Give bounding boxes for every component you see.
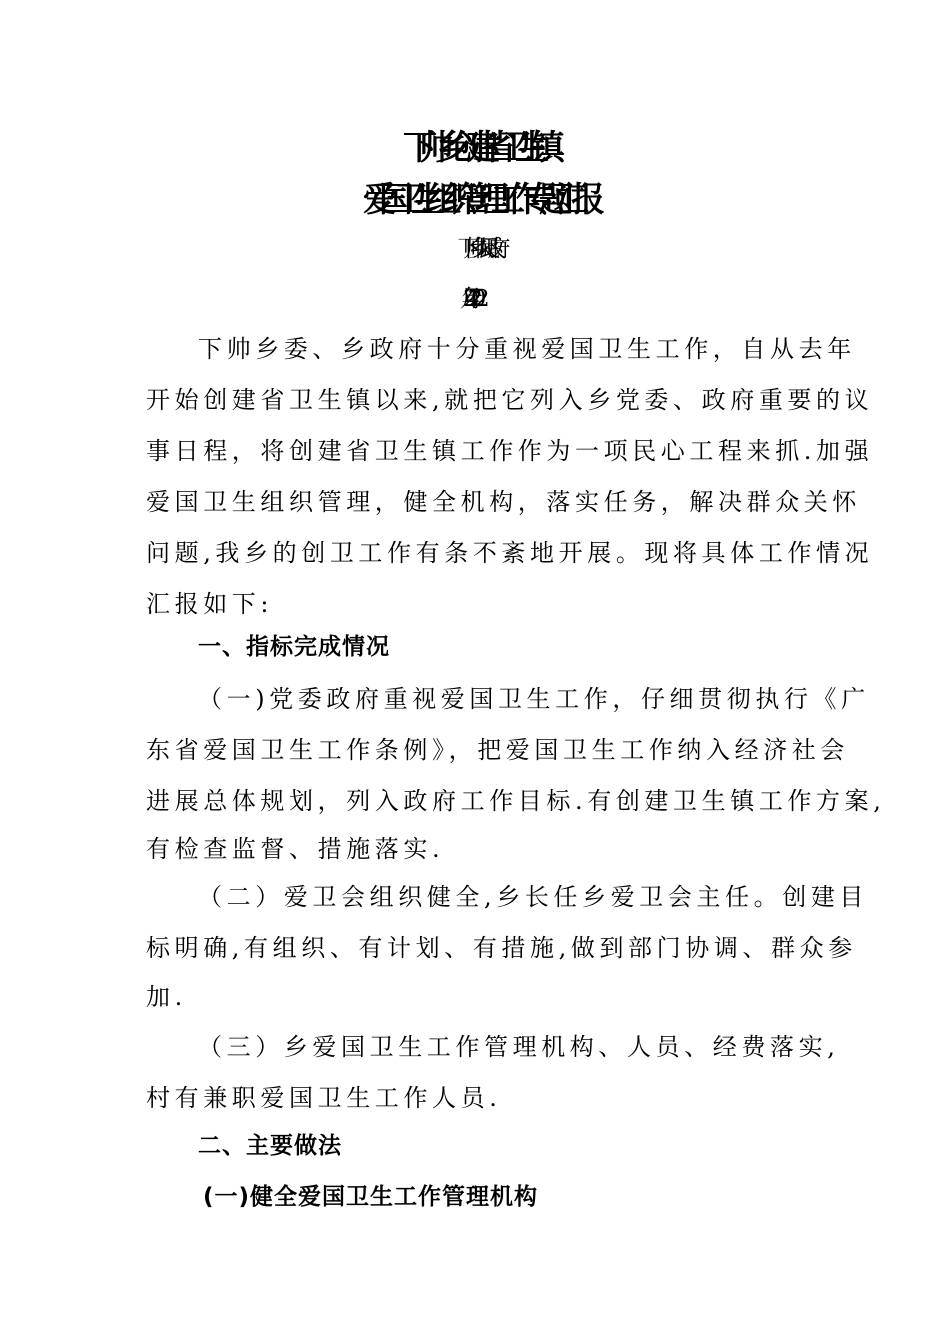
item-1-line: 东省爱国卫生工作条例》，把爱国卫生工作纳入经济社会 [146,736,849,764]
document-title-line-1: 下帅乡创建省卫生镇 [403,128,547,168]
intro-line: 开始创建省卫生镇以来,就把它列入乡党委、政府重要的议 [146,386,874,414]
section-heading-2: 二、主要做法 [198,1133,342,1159]
item-2-line: 标明确,有组织、有计划、有措施,做到部门协调、群众参 [146,934,857,962]
section-heading-1: 一、指标完成情况 [198,634,390,660]
item-2-line: （二）爱卫会组织健全,乡长任乡爱卫会主任。创建目 [198,883,869,911]
intro-line: 汇报如下: [146,590,274,618]
subsection-heading-1: (一)健全爱国卫生工作管理机构 [203,1184,539,1210]
item-1-line: 进展总体规划，列入政府工作目标.有创建卫生镇工作方案, [146,787,886,815]
item-3-line: 村有兼职爱国卫生工作人员. [146,1084,502,1112]
intro-line: 下帅乡委、乡政府十分重视爱国卫生工作，自从去年 [198,335,856,363]
item-1-line: 有检查监督、措施落实. [146,835,445,863]
intro-line: 事日程，将创建省卫生镇工作作为一项民心工程来抓.加强 [146,437,874,465]
intro-line: 问题,我乡的创卫工作有条不紊地开展。现将具体工作情况 [146,539,874,567]
document-title-line-2: 爱国卫生组织管理工作专题汇报 [363,180,587,220]
document-author: 下帅乡人民政府 [457,236,493,262]
document-date [0,284,950,314]
item-1-line: （一)党委政府重视爱国卫生工作，仔细贯彻执行《广 [198,685,870,713]
item-3-line: （三）乡爱国卫生工作管理机构、人员、经费落实, [198,1033,840,1061]
item-2-line: 加. [146,983,187,1011]
intro-line: 爱国卫生组织管理，健全机构，落实任务，解决群众关怀 [146,488,861,516]
